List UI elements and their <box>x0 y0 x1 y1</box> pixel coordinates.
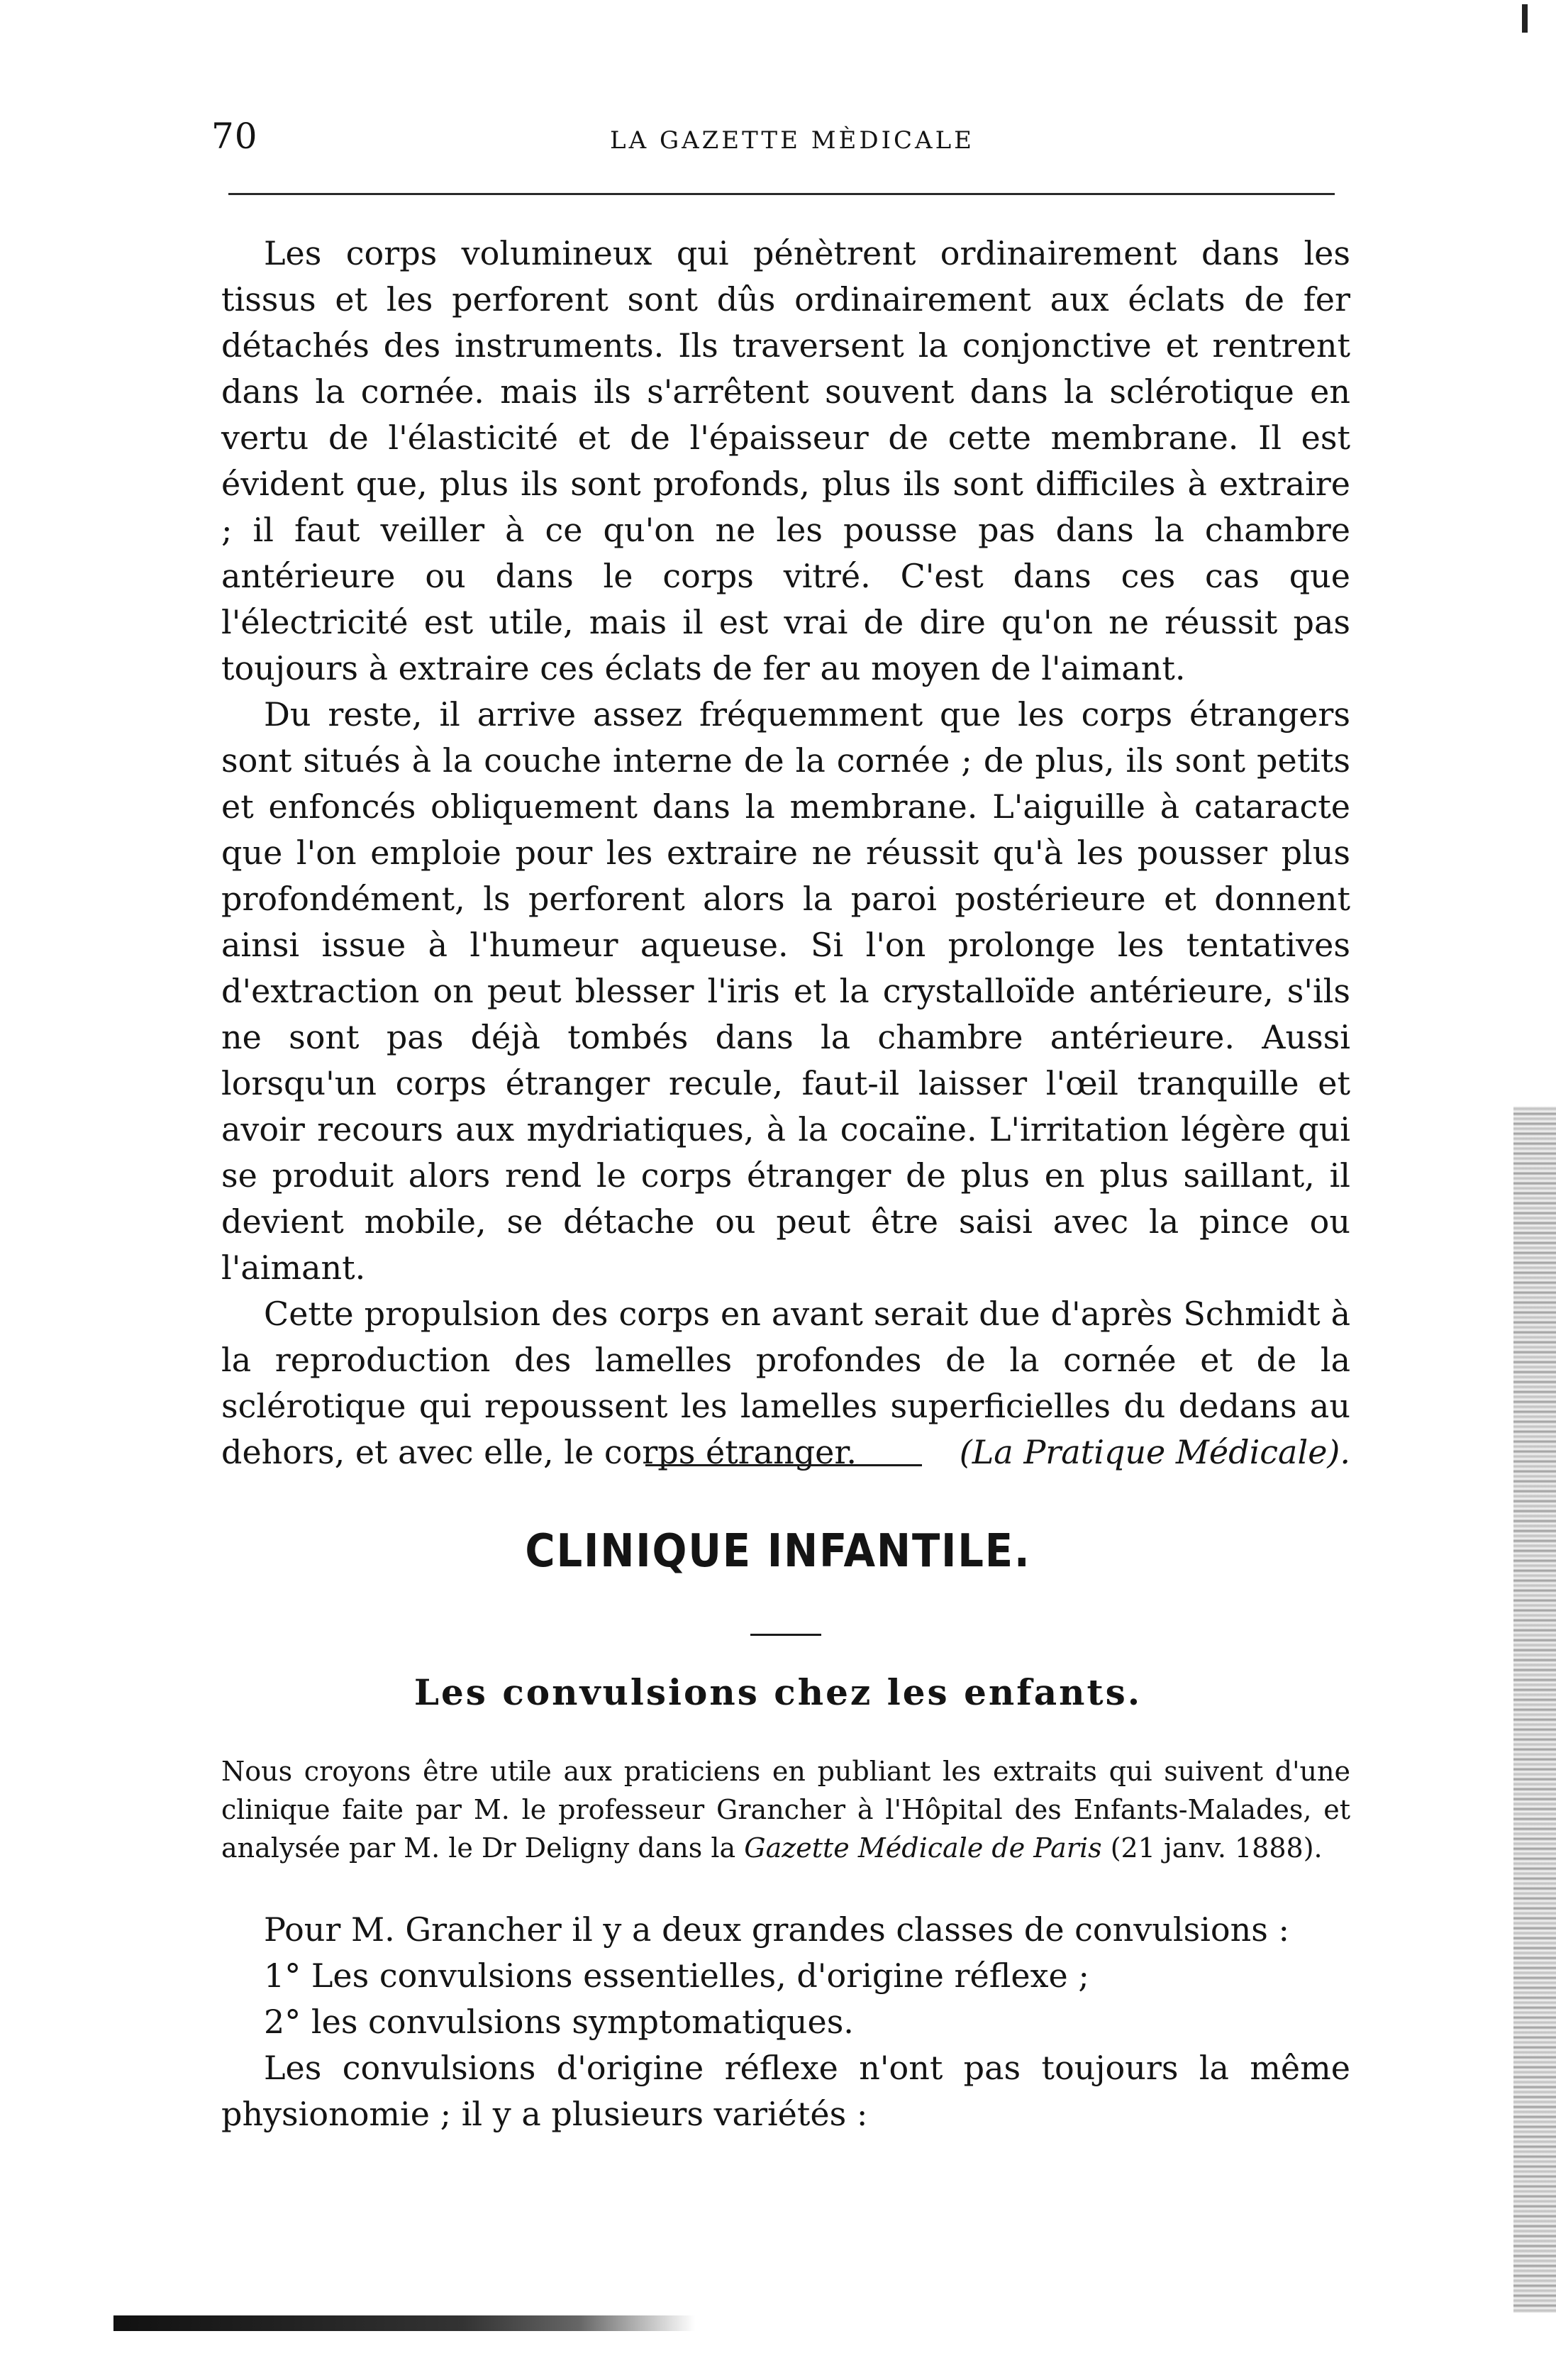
header-rule <box>228 193 1335 195</box>
article-continuation <box>221 231 1350 1476</box>
intro-note-date: (21 janv. 1888). <box>1110 1832 1323 1864</box>
article-paragraph: Les corps volumineux qui pénètrent ordinairement dans les tissus et les perforent sont dûs ordinairement aux éclats de fer détachés des instruments. Ils traversent la conjonctive et rentrent dans la cornée. mais ils s'arrêtent souvent dans la sclérotique en vertu de l'élasticité et de l'épaisseur de cette membrane. Il est évident que, plus ils sont profonds, plus ils sont difficiles à extraire ; il faut veiller à ce qu'on ne les pousse pas dans la chambre antérieure ou dans le corps vitré. C'est dans ces cas que l'électricité est utile, mais il est vrai de dire qu'on ne réussit pas toujours à extraire ces éclats de fer au moyen de l'aimant. <box>221 234 1350 687</box>
body-line: Pour M. Grancher il y a deux grandes classes de convulsions : <box>264 1910 1289 1949</box>
section-divider <box>645 1464 922 1466</box>
source-citation: (La Pratique Médicale). <box>959 1433 1350 1471</box>
article-body <box>221 1907 1350 2137</box>
intro-note <box>221 1752 1350 1867</box>
article-paragraph-text: Cette propulsion des corps en avant serait due d'après Schmidt à la reproduction des lamelles profondes de la cornée et de la sclérotique qui repoussent les lamelles superficielles du dedans au dehors, et avec elle, le corps étranger. <box>221 1295 1350 1471</box>
section-heading: CLINIQUE INFANTILE. <box>525 1525 1031 1578</box>
intro-note-text: Nous croyons être utile aux praticiens en publiant les extraits qui suivent d'une clinique faite par M. le professeur Grancher à l'Hôpital des Enfants-Malades, et analysée par M. le Dr Deligny dans la <box>221 1756 1350 1864</box>
heading-divider <box>750 1634 821 1636</box>
running-title: LA GAZETTE MÈDICALE <box>610 126 974 155</box>
list-item: 1° Les convulsions essentielles, d'origine réflexe ; <box>264 1956 1089 1995</box>
scan-corner-mark <box>1522 4 1528 33</box>
article-paragraph: Du reste, il arrive assez fréquemment que les corps étrangers sont situés à la couche interne de la cornée ; de plus, ils sont petits et enfoncés obliquement dans la membrane. L'aiguille à cataracte que l'on emploie pour les extraire ne réussit qu'à les pousser plus profondément, ls perforent alors la paroi postérieure et donnent ainsi issue à l'humeur aqueuse. Si l'on prolonge les tentatives d'extraction on peut blesser l'iris et la crystalloïde antérieure, s'ils ne sont pas déjà tombés dans la chambre antérieure. Aussi lorsqu'un corps étranger recule, faut-il laisser l'œil tranquille et avoir recours aux mydriatiques, à la cocaïne. L'irritation légère qui se produit alors rend le corps étranger de plus en plus saillant, il devient mobile, se détache ou peut être saisi avec la pince ou l'aimant. <box>221 695 1350 1287</box>
scan-edge-artifact <box>1513 1107 1556 2313</box>
article-subheading: Les convulsions chez les enfants. <box>413 1671 1143 1713</box>
journal-title: Gazette Médicale de Paris <box>744 1832 1102 1864</box>
article-paragraph: Les convulsions d'origine réflexe n'ont pas toujours la même physionomie ; il y a plusieurs variétés : <box>221 2049 1350 2133</box>
page-number: 70 <box>211 116 258 157</box>
list-item: 2° les convulsions symptomatiques. <box>264 2003 854 2041</box>
scan-bottom-artifact <box>113 2315 695 2331</box>
article-paragraph <box>221 1291 1350 1476</box>
